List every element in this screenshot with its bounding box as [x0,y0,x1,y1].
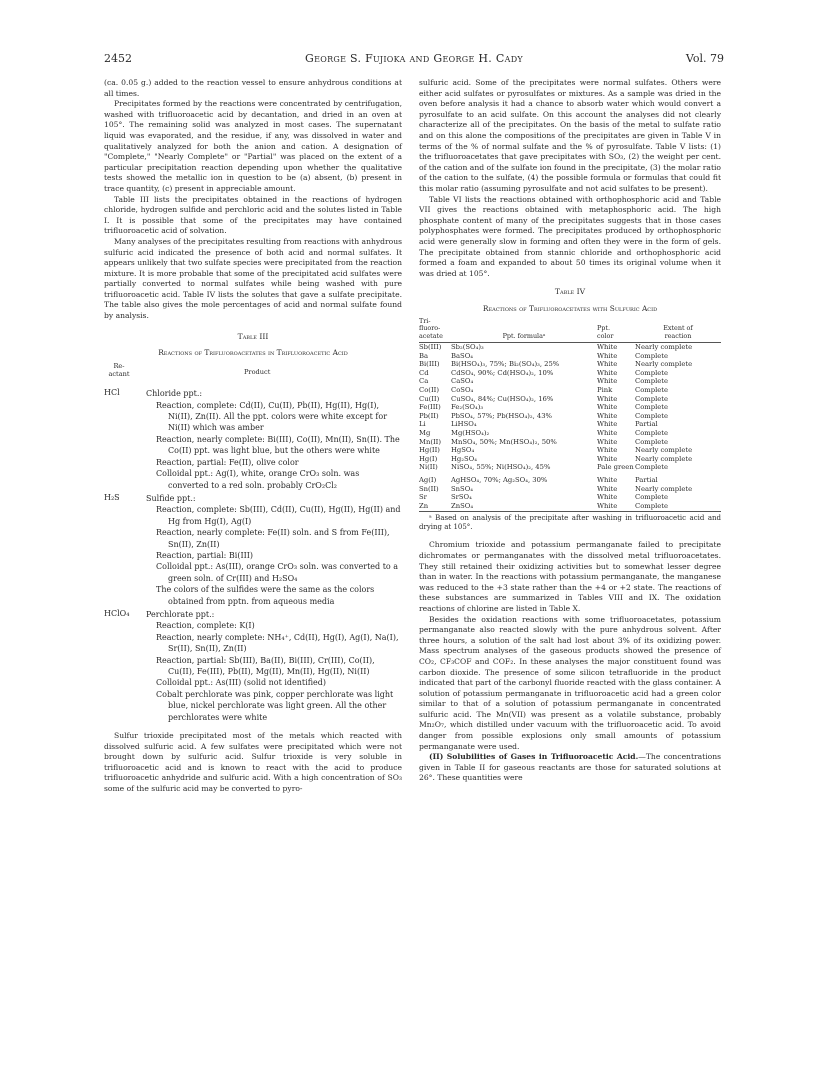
table-cell: Sr [419,493,427,502]
table-cell: White [597,446,618,455]
table-row [419,352,721,361]
product-line: Colloidal ppt.: As(III) (solid not identified) [156,678,327,688]
paragraph: Chromium trioxide and potassium permanganate failed to precipitate dichromates or permanganates with the dissolved metal trifluoroacetates. They still retained their oxidizing activities but to somewhat lesser degree than in water. In the reactions with potassium permanganate, the manganese was reduced to the +3 state rather than the +4 or +2 state. The reactions of these substances are summarized in Tables VIII and IX. The oxidation reactions of chlorine are listed in Table X. [419,540,721,613]
table-row [419,485,721,494]
product-line: Reaction, nearly complete: Bi(III), Co(II), Mn(II), Sn(II). The Co(II) ppt. was light blue, but the others were white [156,434,400,456]
table-row [419,403,721,412]
product-line: Sulfide ppt.: [146,493,196,503]
table-cell: Pb(II) [419,411,439,420]
table-cell: Nearly complete [635,343,693,352]
paragraph: Many analyses of the precipitates resulting from reactions with anhydrous sulfuric acid indicated the presence of both acid and normal sulfates. It appears unlikely that two sulfate species were precipitated from the reaction mixture. It is more probable that some of the precipitated acid sulfates were partially converted to normal sulfates while being washed with pure trifluoroacetic acid. Table IV lists the solutes that gave a sulfate precipitate. The table also gives the mole percentages of acid and normal sulfate found by analysis. [104,236,403,321]
column-header: Ppt. formulaᵃ [451,318,597,343]
volume-label: Vol. 79 [685,52,724,65]
table-row [419,429,721,438]
table-label: Table III [237,331,269,341]
table-row [419,455,721,464]
table-cell: Nearly complete [635,454,693,463]
table-row [419,420,721,429]
table-row [419,395,721,404]
product-line: Perchlorate ppt.: [146,609,215,619]
table-cell: White [597,360,618,369]
table-cell: Cd [419,368,429,377]
column-header: Re- actant [108,362,130,379]
table-cell: Hg(II) [419,446,440,455]
product-line: Reaction, partial: Sb(III), Ba(II), Bi(III), Cr(III), Co(II), Cu(II), Fe(III), Pb(II), Mg(II), Mn(II), Hg(II), Ni(II) [156,655,375,676]
table-group [104,609,402,723]
table-cell: White [597,420,618,429]
paragraph: Besides the oxidation reactions with some trifluoroacetates, potassium permanganate also reacted slowly with the pure anhydrous solvent. After three hours, a solution of the salt had lost about 3% of its oxidizing power. Mass spectrum analyses of the gaseous products showed the presence of CO₂, CF₃COF and COF₂. In these analyses the major constituent found was carbon dioxide. The presence of some silicon tetrafluoride in the product indicated that part of the carbonyl fluoride reacted with the glass container. A solution of potassium permanganate in trifluoroacetic acid had a green color similar to that of a solution of potassium permanganate in concentrated sulfuric acid. The Mn(VII) was present as a volatile substance, probably Mn₂O₇, which distilled under vacuum with the trifluoroacetic acid. To avoid danger from possible explosions only small amounts of potassium permanganate were used. [419,614,721,751]
table-cell: Complete [635,377,669,386]
table-cell: White [597,476,618,484]
table-header-row [419,318,721,343]
table-row [419,360,721,369]
table-cell: White [597,484,618,493]
table-cell: Pink [597,386,613,395]
table-cell: Sn(II) [419,484,439,493]
table-cell: White [597,429,618,438]
table-cell: Sb(III) [419,343,442,352]
table-cell: White [597,501,618,510]
reactant-cell: HClO₄ [104,608,130,618]
table-cell: Ba [419,351,429,360]
table-cell: White [597,454,618,463]
table-cell: SrSO₄ [451,493,472,502]
table-cell: Complete [635,429,669,438]
product-line: Cobalt perchlorate was pink, copper perchlorate was light blue, nickel perchlorate was light green. All the other perchlorates were white [156,689,394,722]
product-line: Colloidal ppt.: Ag(I), white, orange CrO₃ soln. was converted to a red soln. probably CrO₂Cl₂ [156,469,360,490]
paragraph: sulfuric acid. Some of the precipitates were normal sulfates. Others were either acid sulfates or pyrosulfates or mixtures. As a sample was dried in the oven before analysis it had a chance to absorb water which would convert a pyrosulfate to an acid sulfate. On this account the analyses did not clearly characterize all of the precipitates. On the basis of the metal to sulfate ratio and on this alone the compositions of the precipitates are given in Table V in terms of the % of normal sulfate and the % of pyrosulfate. Table V lists: (1) the trifluoroacetates that gave precipitates with SO₃, (2) the weight per cent. of the cation and of the sulfate ion found in the precipitate, (3) the molar ratio of the cation to the sulfate, (4) the possible formula or formulas that could fit this molar ratio (assuming pyrosulfate and not acid sulfates to be present). [419,78,721,193]
table-row [419,412,721,421]
table-cell: Ag(I) [419,476,437,484]
table-row [419,343,721,352]
table-cell: Complete [635,403,669,412]
table-cell: Fe₂(SO₄)₃ [451,403,484,412]
table-header [104,362,402,386]
paragraph: Table VI lists the reactions obtained with orthophosphoric acid and Table VII gives the reactions obtained with metaphosphoric acid. The high phosphate content of many of the precipitates suggests that in those cases polyphosphates were formed. The precipitates produced by orthophosphoric acid were generally slow in forming and often they were in the form of gels. The precipitate obtained from stannic chloride and orthophosphoric acid formed a foam and expanded to about 50 times its original volume when it was dried at 105°. [419,194,721,278]
table-cell: Partial [635,420,658,429]
paragraph: (ca. 0.05 g.) added to the reaction vessel to ensure anhydrous conditions at all times. [104,78,402,98]
table-cell: White [597,493,618,502]
table-cell: Mg [419,429,431,438]
table-cell: AgHSO₄, 70%; Ag₂SO₄, 30% [451,476,548,484]
data-table [419,318,721,511]
table-footnote: ᵃ Based on analysis of the precipitate after washing in trifluoroacetic acid and drying at 105°. [419,514,721,532]
table-cell: Pale green [597,463,634,472]
table-cell: Bi(III) [419,360,440,369]
table-row [419,463,721,472]
table-cell: PbSO₄, 57%; Pb(HSO₄)₂, 43% [451,411,553,420]
table-row [419,369,721,378]
table-cell: White [597,403,618,412]
table-cell: Complete [635,411,669,420]
left-column [104,78,402,795]
table-row [419,377,721,386]
table-cell: Complete [635,368,669,377]
table-cell: Li [419,420,426,429]
table-caption: Reactions of Trifluoroacetates with Sulfuric Acid [482,303,658,313]
table-cell: Complete [635,386,669,395]
running-header [104,52,724,66]
table-cell: CaSO₄ [451,377,474,386]
table-cell: Co(II) [419,386,439,395]
table-cell: Complete [635,501,669,510]
section-heading: (II) Solubilities of Gases in Trifluoroacetic Acid. [429,752,639,762]
table-cell: White [597,343,618,352]
table-cell: White [597,394,618,403]
table-cell: White [597,377,618,386]
table-cell: Complete [635,394,669,403]
product-line: The colors of the sulfides were the same as the colors obtained from pptn. from aqueous media [156,585,375,606]
table-cell: Mn(II) [419,437,442,446]
table-cell: Mg(HSO₄)₂ [451,429,490,438]
table-label: Table IV [554,287,586,297]
product-line: Reaction, complete: Cd(II), Cu(II), Pb(II), Hg(II), Hg(I), Ni(II), Zn(II). All the ppt. colors were white except for Ni(II) which was amber [156,400,388,433]
paragraph: Sulfur trioxide precipitated most of the metals which reacted with dissolved sulfuric acid. A few sulfates were precipitated which were not brought down by sulfuric acid. Sulfur trioxide is very soluble in trifluoroacetic acid and is known to react with the acid to produce trifluoroacetic anhydride and sulfuric acid. With a high concentration of SO₃ some of the sulfuric acid may be converted to pyro- [104,731,402,793]
table-cell: CdSO₄, 90%; Cd(HSO₄)₂, 10% [451,368,554,377]
table-cell: Hg(I) [419,454,438,463]
table-row [419,438,721,447]
table-cell: Zn [419,501,429,510]
table-cell: White [597,351,618,360]
table-cell: MnSO₄, 50%; Mn(HSO₄)₂, 50% [451,437,557,446]
table-body [104,388,402,723]
paragraph: Precipitates formed by the reactions were concentrated by centrifugation, washed with trifluoroacetic acid by decantation, and dried in an oven at 105°. The remaining solid was analyzed in most cases. The supernatant liquid was evaporated, and the residue, if any, was dissolved in water and qualitatively analyzed for both the anion and cation. A designation of "Complete," "Nearly Complete" or "Partial" was placed on the extent of a particular precipitation reaction depending upon whether the qualitative tests showed the metallic ion in question to be (a) absent, (b) present in trace quantity, (c) present in appreciable amount. [104,99,402,193]
table-cell: Hg₂SO₄ [451,454,477,463]
table-cell: NiSO₄, 55%; Ni(HSO₄)₂, 45% [451,463,551,472]
table-cell: Complete [635,463,669,472]
product-line: Chloride ppt.: [146,389,203,399]
table-cell: CuSO₄, 84%; Cu(HSO₄)₂, 16% [451,394,554,403]
paragraph-text: —The concentrations given in Table II for gaseous reactants are those for saturated solutions at 26°. These quantities were [419,752,722,783]
product-line: Colloidal ppt.: As(III), orange CrO₃ soln. was converted to a green soln. of Cr(III) and H₂SO₄ [156,562,399,583]
table-cell: SnSO₄ [451,484,473,493]
paragraph: Table III lists the precipitates obtained in the reactions of hydrogen chloride, hydrogen sulfide and perchloric acid and the solutes listed in Table I. It is possible that some of the precipitates may have contained trifluoroacetic acid of solvation. [104,194,402,236]
column-header: Ppt. color [597,318,635,343]
table-body [419,343,721,511]
table-group [104,388,402,491]
running-title: George S. Fujioka and George H. Cady [305,52,523,65]
column-header: Extent of reaction [635,318,721,343]
paragraph [419,752,721,784]
table-cell: White [597,411,618,420]
table-row [419,476,721,485]
table-cell: Cu(II) [419,394,440,403]
product-line: Reaction, complete: Sb(III), Cd(II), Cu(II), Hg(II), Hg(II) and Hg from Hg(I), Ag(I) [156,505,401,526]
product-line: Reaction, complete: K(I) [156,621,255,631]
table-cell: CoSO₄ [451,386,474,395]
table-cell: Bi(HSO₄)₃, 75%; Bi₂(SO₄)₃, 25% [451,360,560,369]
table-caption: Reactions of Trifluoroacetates in Trifluoroacetic Acid [158,348,348,358]
product-line: Reaction, nearly complete: Fe(II) soln. and S from Fe(III), Sn(II), Zn(II) [156,528,390,549]
table-cell: White [597,437,618,446]
table-row [419,493,721,502]
table-cell: Nearly complete [635,446,693,455]
table-cell: White [597,368,618,377]
table-rule [419,511,721,512]
table-cell: Ca [419,377,429,386]
reactant-cell: H₂S [104,492,120,502]
table-cell: Nearly complete [635,484,693,493]
table-cell: LiHSO₄ [451,420,477,429]
page-number: 2452 [104,52,132,65]
table-row [419,386,721,395]
table-cell: Ni(II) [419,463,438,472]
table-cell: Fe(III) [419,403,441,412]
product-line: Reaction, partial: Fe(II), olive color [156,457,299,467]
table-group [104,493,402,607]
table-cell: Complete [635,351,669,360]
table-cell: HgSO₄ [451,446,475,455]
table-cell: Complete [635,437,669,446]
column-header: Product [244,368,271,377]
right-column [419,78,721,784]
product-line: Reaction, nearly complete: NH₄⁺, Cd(II), Hg(I), Ag(I), Na(I), Sr(II), Sn(II), Zn(II) [156,632,399,654]
product-line: Reaction, partial: Bi(III) [156,550,254,560]
table-cell: Partial [635,476,658,484]
table-cell: Sb₂(SO₄)₃ [451,343,484,352]
table-cell: Complete [635,493,669,502]
reactant-cell: HCl [104,388,120,398]
table-cell: Nearly complete [635,360,693,369]
table-row [419,502,721,511]
table-cell: BaSO₄ [451,351,474,360]
table-cell: ZnSO₄ [451,501,474,510]
column-header: Tri- fluoro- acetate [419,318,451,343]
table-row [419,446,721,455]
